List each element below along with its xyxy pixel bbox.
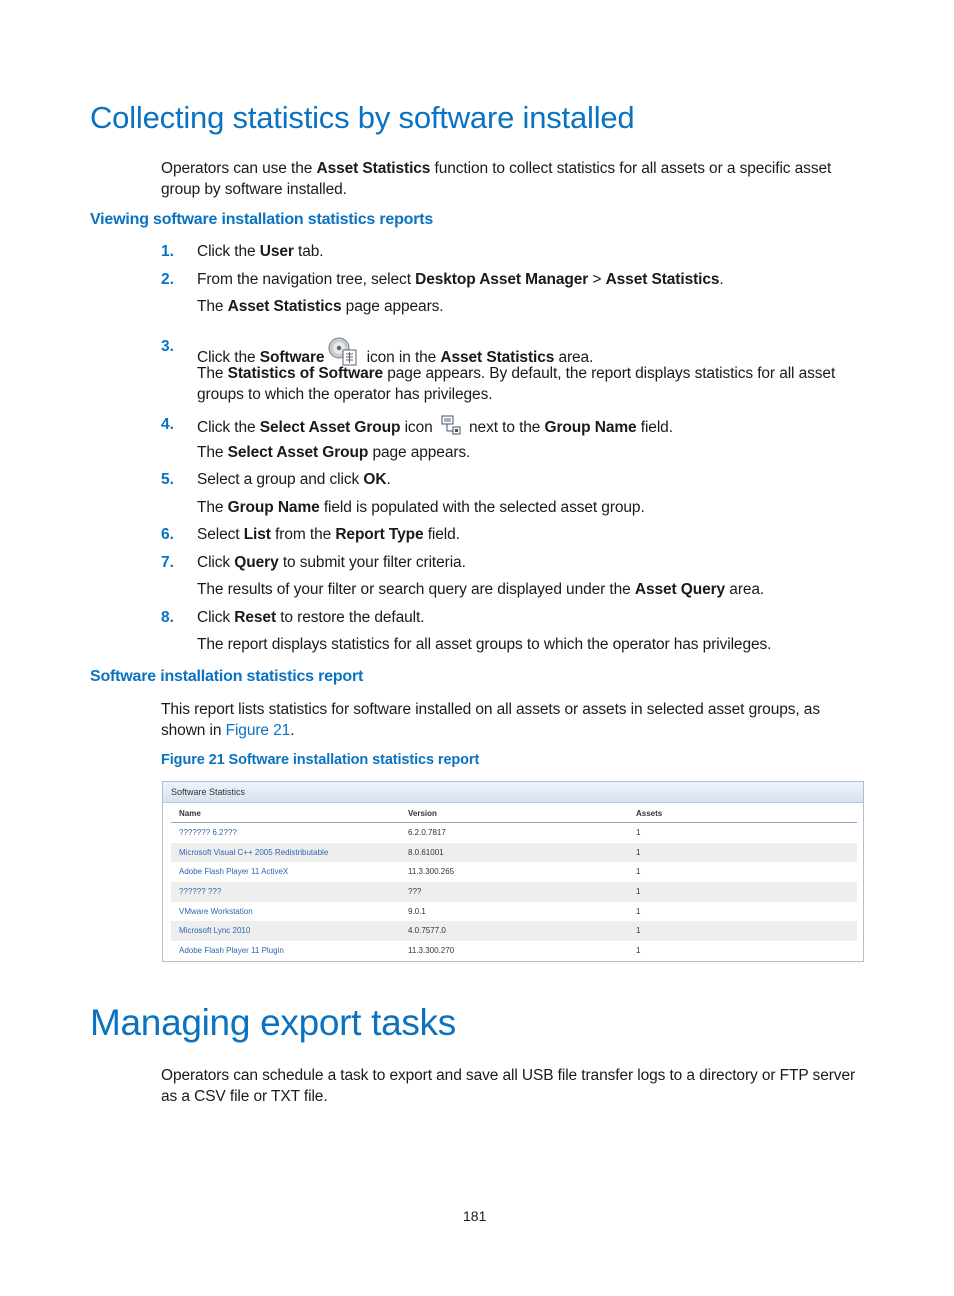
figure-link[interactable]: Figure 21 — [225, 722, 291, 739]
subsection-title-report: Software installation statistics report — [90, 668, 364, 685]
step-7-result: The results of your filter or search query are displayed under the Asset Query area. — [197, 581, 765, 598]
section-title: Collecting statistics by software installed — [90, 100, 635, 135]
software-name-link[interactable]: Microsoft Lync 2010 — [179, 926, 251, 936]
software-version: 6.2.0.7817 — [408, 828, 446, 837]
table-row — [171, 823, 857, 843]
table-row — [171, 882, 857, 902]
step-2-result: The Asset Statistics page appears. — [197, 298, 444, 315]
step-5-result: The Group Name field is populated with the selected asset group. — [197, 499, 645, 516]
chapter-intro: Operators can schedule a task to export and save all USB file transfer logs to a directory or FTP server as a CSV file or TXT file. — [161, 1067, 856, 1105]
software-version: 11.3.300.270 — [408, 946, 455, 956]
step-2-text: From the navigation tree, select Desktop Asset Manager > Asset Statistics. — [197, 271, 724, 288]
table-row — [171, 862, 857, 882]
table-row — [171, 843, 857, 863]
column-header-assets[interactable]: Assets — [636, 809, 663, 818]
software-version: 4.0.7577.0 — [408, 926, 446, 936]
software-version: 11.3.300.265 — [408, 867, 455, 877]
page-number: 181 — [463, 1208, 487, 1224]
step-number: 4. — [161, 416, 174, 433]
software-name-link[interactable]: Adobe Flash Player 11 ActiveX — [179, 867, 289, 877]
step-number: 5. — [161, 471, 174, 488]
step-1-text: Click the User tab. — [197, 243, 324, 260]
software-version: ??? — [408, 887, 422, 897]
software-name-link[interactable]: Adobe Flash Player 11 Plugin — [179, 946, 284, 956]
software-name-link[interactable]: VMware Workstation — [179, 906, 253, 916]
software-name-link[interactable]: ?????? ??? — [179, 887, 222, 897]
asset-count: 1 — [636, 847, 641, 857]
software-disc-icon — [328, 337, 358, 367]
asset-count: 1 — [636, 946, 641, 956]
figure-caption: Figure 21 Software installation statistics report — [161, 752, 480, 768]
asset-count: 1 — [636, 926, 641, 936]
asset-count: 1 — [636, 867, 641, 877]
subsection-title-viewing: Viewing software installation statistics reports — [90, 211, 434, 228]
software-version: 9.0.1 — [408, 906, 426, 916]
software-name-link[interactable]: ??????? 6.2??? — [179, 828, 237, 837]
statistics-table — [171, 804, 857, 961]
asset-count: 1 — [636, 906, 641, 916]
step-8-text: Click Reset to restore the default. — [197, 609, 425, 626]
asset-count: 1 — [636, 887, 641, 897]
asset-count: 1 — [636, 828, 641, 837]
step-number: 7. — [161, 554, 174, 571]
step-number: 2. — [161, 271, 174, 288]
step-3-result: The Statistics of Software page appears. By default, the report displays statistics for all asset — [197, 365, 836, 382]
step-number: 6. — [161, 526, 174, 543]
step-number: 8. — [161, 609, 174, 626]
step-7-text: Click Query to submit your filter criteria. — [197, 554, 466, 571]
section-intro: Operators can use the Asset Statistics function to collect statistics for all assets or a specific asset group by software installed. — [161, 160, 832, 198]
column-header-name[interactable]: Name — [179, 809, 201, 818]
step-number: 3. — [161, 338, 174, 355]
table-header — [171, 804, 857, 823]
column-header-version[interactable]: Version — [408, 809, 437, 818]
table-row — [171, 921, 857, 941]
step-6-text: Select List from the Report Type field. — [197, 526, 460, 543]
step-3-result-cont: groups to which the operator has privileges. — [197, 386, 493, 403]
software-version: 8.0.61001 — [408, 847, 444, 857]
step-8-result: The report displays statistics for all asset groups to which the operator has privileges. — [197, 636, 772, 653]
chapter-title: Managing export tasks — [90, 1002, 456, 1043]
panel-title: Software Statistics — [163, 782, 863, 803]
step-3-text: Click the Software icon in the Asset Statistics area. — [197, 337, 593, 368]
step-4-text: Click the Select Asset Group icon next to the Group Name field. — [197, 415, 673, 438]
report-intro: This report lists statistics for software installed on all assets or assets in selected asset groups, as shown in Figure 21. — [161, 701, 820, 739]
software-statistics-panel — [162, 781, 864, 962]
table-row — [171, 902, 857, 922]
select-group-icon — [441, 415, 461, 435]
software-name-link[interactable]: Microsoft Visual C++ 2005 Redistributable — [179, 847, 329, 857]
step-4-result: The Select Asset Group page appears. — [197, 444, 471, 461]
step-number: 1. — [161, 243, 174, 260]
table-row — [171, 941, 857, 961]
step-5-text: Select a group and click OK. — [197, 471, 391, 488]
